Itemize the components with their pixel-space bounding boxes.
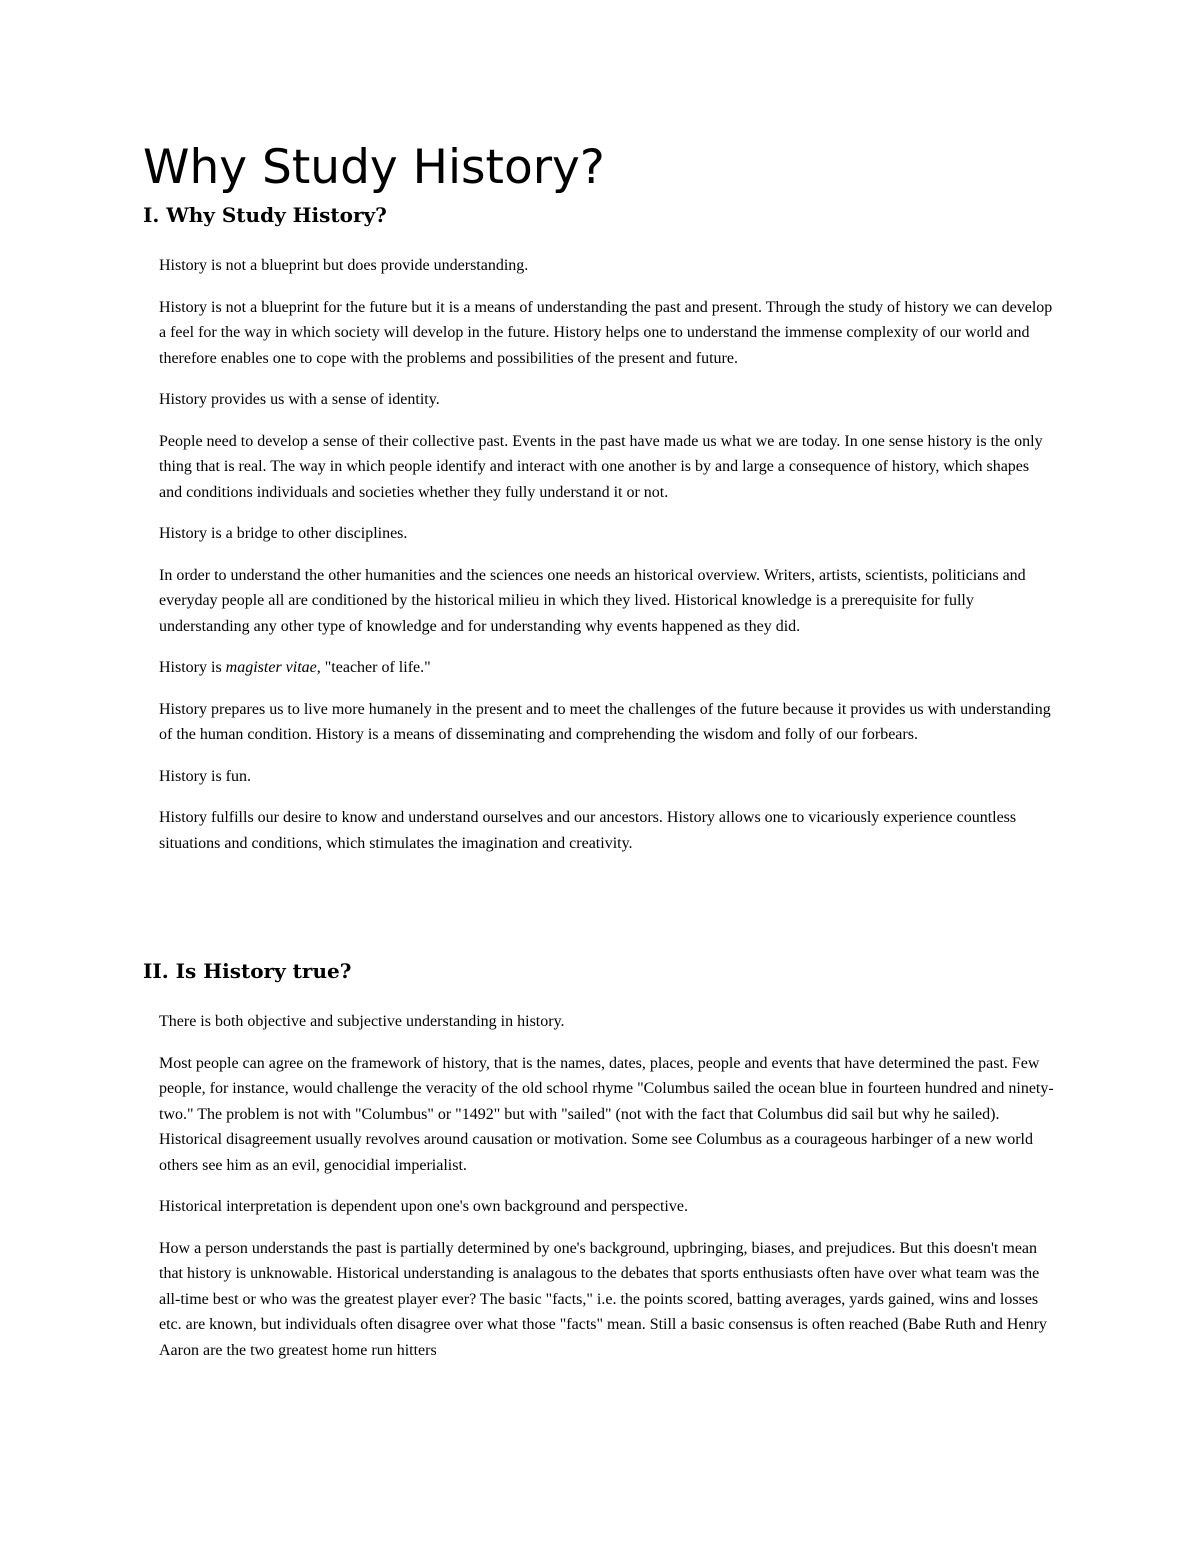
paragraph-text: "teacher of life.": [320, 659, 431, 676]
paragraph: History prepares us to live more humanely in the present and to meet the challenges of the future because it provides us with understanding of the human condition. History is a means of disseminating and comprehending the wisdom and folly of our forbears.: [159, 700, 1051, 743]
section-heading-why-study-history: I. Why Study History?: [143, 203, 387, 227]
paragraph-magister-vitae: [159, 655, 1054, 681]
paragraph: History fulfills our desire to know and understand ourselves and our ancestors. History allows one to vicariously experience countless situations and conditions, which stimulates the imagination and creativity.: [159, 809, 1017, 852]
paragraph: There is both objective and subjective understanding in history.: [159, 1013, 565, 1030]
emphasis-text: magister vitae,: [225, 659, 321, 676]
paragraph: In order to understand the other humanities and the sciences one needs an historical overview. Writers, artists, scientists, politicians and everyday people all are conditioned by the historical milieu in which they lived. Historical knowledge is a prerequisite for fully understanding any other type of knowledge and for understanding why events happened as they did.: [159, 566, 1026, 635]
paragraph: People need to develop a sense of their collective past. Events in the past have made us what we are today. In one sense history is the only thing that is real. The way in which people identify and interact with one another is by and large a consequence of history, which shapes and conditions individuals and societies whether they fully understand it or not.: [159, 432, 1043, 501]
paragraph-text: History is: [159, 659, 226, 676]
section-heading-is-history-true: II. Is History true?: [143, 959, 352, 983]
paragraph: History is not a blueprint but does provide understanding.: [159, 257, 529, 274]
section-body-is-history-true: [159, 1009, 1054, 1363]
paragraph: Historical interpretation is dependent upon one's own background and perspective.: [159, 1198, 688, 1215]
section-body-why-study-history: [159, 253, 1054, 856]
paragraph: History is a bridge to other disciplines.: [159, 525, 408, 542]
paragraph: History is fun.: [159, 767, 251, 785]
paragraph: History provides us with a sense of identity.: [159, 391, 440, 408]
paragraph: Most people can agree on the framework of history, that is the names, dates, places, people and events that have determined the past. Few people, for instance, would challenge the veracity of the old school rhyme "Columbus sailed the ocean blue in fourteen hundred and ninety-two." The problem is not with "Columbus" or "1492" but with "sailed" (not with the fact that Columbus did sail but why he sailed). Historical disagreement usually revolves around causation or motivation. Some see Columbus as a courageous harbinger of a new world others see him as an evil, genocidial imperialist.: [159, 1054, 1054, 1174]
paragraph: How a person understands the past is partially determined by one's background, upbringing, biases, and prejudices. But this doesn't mean that history is unknowable. Historical understanding is analagous to the debates that sports enthusiasts often have over what team was the all-time best or who was the greatest player ever? The basic "facts," i.e. the points scored, batting averages, yards gained, wins and losses etc. are known, but individuals often disagree over what those "facts" mean. Still a basic consensus is often reached (Babe Ruth and Henry Aaron are the two greatest home run hitters: [159, 1239, 1047, 1359]
document-title: Why Study History?: [143, 140, 605, 195]
paragraph: History is not a blueprint for the future but it is a means of understanding the past and present. Through the study of history we can develop a feel for the way in which society will develop in the future. History helps one to understand the immense complexity of our world and therefore enables one to cope with the problems and possibilities of the present and future.: [159, 298, 1053, 367]
